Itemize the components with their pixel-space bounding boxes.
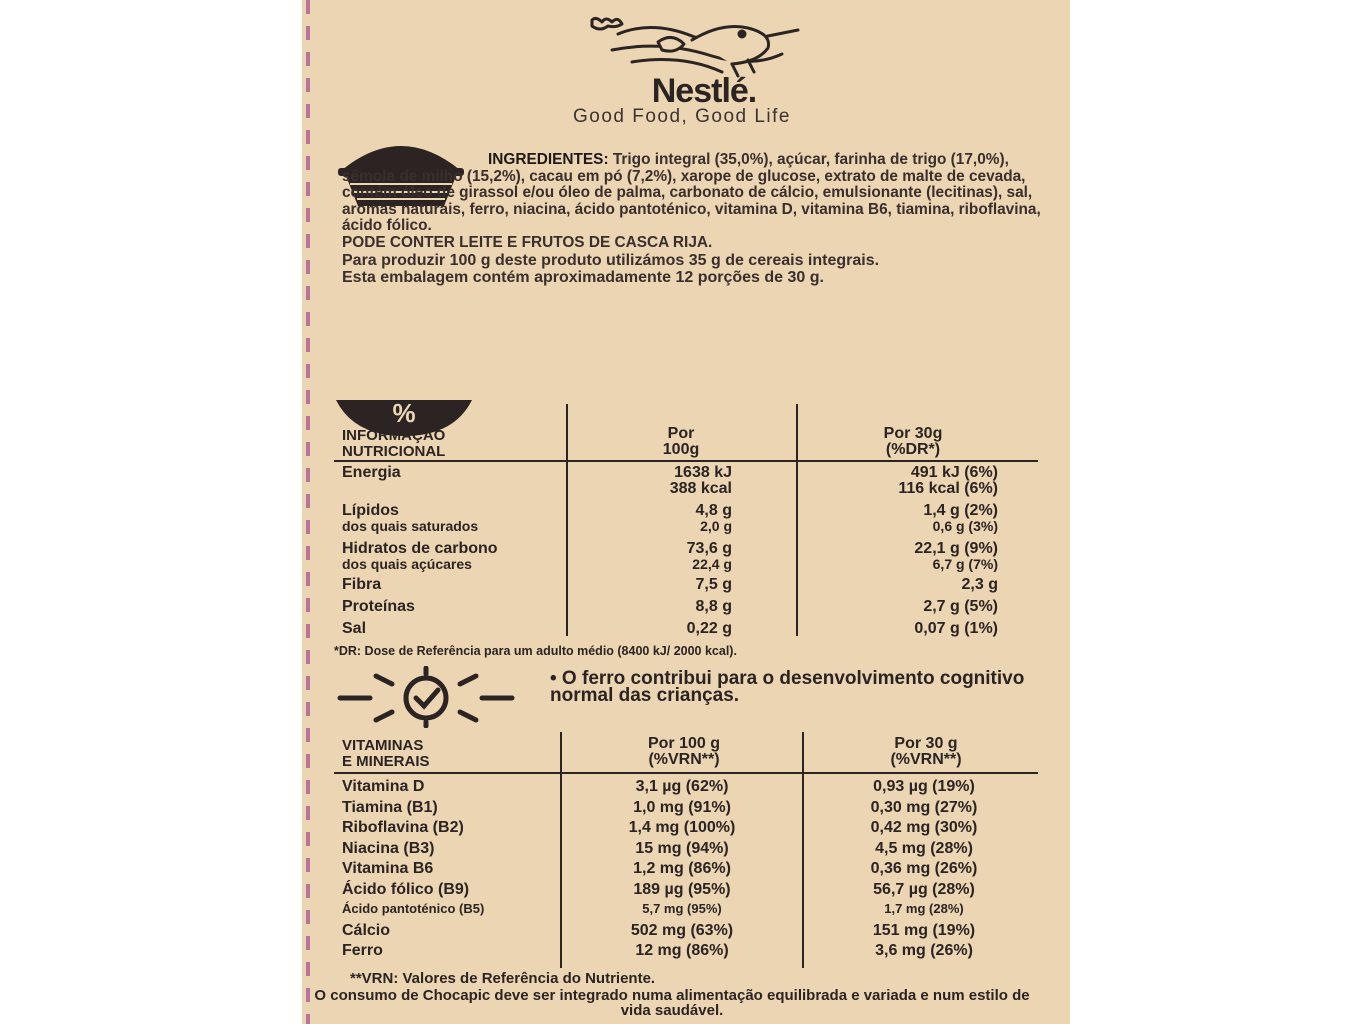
vitamin-per100: 1,2 mg (86%) bbox=[633, 860, 731, 877]
nutrition-footnote: *DR: Dose de Referência para um adulto médio (8400 kJ/ 2000 kcal). bbox=[334, 644, 737, 658]
vitamin-per30: 0,36 mg (26%) bbox=[870, 860, 978, 877]
vitamin-per100: 189 µg (95%) bbox=[633, 880, 731, 898]
vitamin-per30: 0,30 mg (27%) bbox=[870, 798, 978, 816]
vitamin-per30: 56,7 µg (28%) bbox=[873, 880, 975, 898]
nutrient-per100: 4,8 g bbox=[695, 502, 732, 519]
vitamin-name: Vitamina D bbox=[342, 778, 425, 795]
brand-name: Nestlé. bbox=[651, 72, 757, 110]
vitamin-name: Ácido pantoténico (B5) bbox=[342, 901, 485, 916]
nutrient-name: Hidratos de carbono bbox=[342, 540, 498, 557]
nutrition-header-per100: Por 100g bbox=[662, 425, 700, 458]
nutrient-name: Sal bbox=[342, 620, 367, 637]
nutrition-header-per30: Por 30g (%DR*) bbox=[883, 425, 943, 458]
sun-check-icon bbox=[336, 666, 516, 728]
nutrient-per30: 491 kJ (6%) bbox=[910, 464, 998, 481]
nutrient-name: dos quais saturados bbox=[342, 518, 479, 534]
nutrient-name: Proteínas bbox=[342, 598, 415, 615]
vitamin-per30: 1,7 mg (28%) bbox=[884, 901, 964, 916]
nutrient-per30: 2,7 g (5%) bbox=[923, 598, 998, 615]
vitamin-per30: 4,5 mg (28%) bbox=[875, 839, 973, 857]
nutrient-per30: 116 kcal (6%) bbox=[898, 480, 998, 497]
vitamin-per30: 0,93 µg (19%) bbox=[873, 778, 975, 795]
nutrient-name: dos quais açúcares bbox=[342, 556, 472, 572]
vitamin-per100: 1,0 mg (91%) bbox=[633, 798, 731, 816]
ingredients-text bbox=[342, 152, 1062, 235]
vitamins-header-label: VITAMINAS E MINERAIS bbox=[342, 737, 430, 770]
ingredients-label: INGREDIENTES: bbox=[488, 151, 609, 168]
svg-text:%: % bbox=[392, 398, 416, 428]
nutrient-per30: 0,6 g (3%) bbox=[932, 518, 998, 534]
nutrient-per100: 2,0 g bbox=[700, 518, 732, 534]
label-panel bbox=[302, 0, 1070, 1024]
nutrient-per100: 1638 kJ bbox=[674, 464, 732, 481]
consumption-note: O consumo de Chocapic deve ser integrado numa alimentação equilibrada e variada e num estilo de vida saudável. bbox=[314, 987, 1030, 1019]
nutrient-per30: 22,1 g (9%) bbox=[914, 540, 998, 557]
nutrient-name: Energia bbox=[342, 464, 401, 481]
ingredients-block bbox=[342, 152, 1062, 286]
nutrition-header-label: INFORMAÇÃO NUTRICIONAL bbox=[342, 427, 446, 460]
vitamin-per100: 502 mg (63%) bbox=[630, 921, 734, 939]
vitamin-name: Vitamina B6 bbox=[342, 860, 434, 877]
vitamin-name: Niacina (B3) bbox=[342, 839, 435, 857]
ingredients-list: Trigo integral (35,0%), açúcar, farinha de trigo (17,0%), sêmola de milho (15,2%), cacau em pó (7,2%), xarope de glucose, extrato de malte de cevada, contém óleo de girassol e/ou óleo de palma, carbonato de cálcio, emulsionante (lecitinas), sal, aromas naturais, ferro, niacina, ácido pantoténico, vitamina D, vitamina B6, tiamina, riboflavina, ácido fólico. bbox=[342, 151, 1041, 235]
portions-note: Esta embalagem contém aproximadamente 12 porções de 30 g. bbox=[342, 268, 824, 286]
vitamin-name: Riboflavina (B2) bbox=[342, 819, 464, 836]
brand-tagline: Good Food, Good Life bbox=[572, 106, 791, 127]
vitamin-per30: 151 mg (19%) bbox=[872, 921, 976, 939]
vitamin-per100: 5,7 mg (95%) bbox=[642, 901, 722, 916]
vitamins-divider bbox=[802, 732, 804, 968]
allergen-warning: PODE CONTER LEITE E FRUTOS DE CASCA RIJA. bbox=[342, 233, 713, 251]
vitamin-per100: 1,4 mg (100%) bbox=[628, 819, 736, 836]
perforation-dashes bbox=[306, 0, 310, 1024]
vitamins-header-per100: Por 100 g (%VRN**) bbox=[647, 735, 721, 768]
nutrient-per100: 0,22 g bbox=[686, 620, 732, 637]
nutrient-per30: 6,7 g (7%) bbox=[932, 556, 998, 572]
nutrient-per100: 7,5 g bbox=[695, 576, 732, 593]
nutrient-per30: 0,07 g (1%) bbox=[914, 620, 998, 637]
nutrient-per30: 2,3 g bbox=[961, 576, 998, 593]
vitamin-per100: 12 mg (86%) bbox=[635, 942, 729, 959]
vitamins-footnote: **VRN: Valores de Referência do Nutriente. bbox=[350, 970, 656, 987]
nutrition-divider bbox=[796, 404, 798, 636]
nutrition-header-rule bbox=[334, 460, 1038, 462]
nutrient-per100: 8,8 g bbox=[695, 598, 732, 615]
vitamin-per100: 3,1 µg (62%) bbox=[635, 778, 729, 795]
iron-claim: • O ferro contribui para o desenvolvimento cognitivo normal das crianças. bbox=[550, 668, 1025, 706]
nutrient-per100: 388 kcal bbox=[669, 480, 732, 497]
vitamin-per30: 0,42 mg (30%) bbox=[870, 819, 978, 836]
vitamins-divider bbox=[560, 732, 562, 968]
vitamin-name: Cálcio bbox=[342, 921, 391, 939]
cereal-note: Para produzir 100 g deste produto utilizámos 35 g de cereais integrais. bbox=[342, 251, 880, 269]
vitamins-header-rule bbox=[334, 772, 1038, 774]
vitamin-name: Ferro bbox=[342, 942, 383, 959]
vitamin-name: Tiamina (B1) bbox=[342, 798, 438, 816]
nutrient-name: Lípidos bbox=[342, 502, 399, 519]
nutrient-per100: 73,6 g bbox=[686, 540, 732, 557]
vitamin-name: Ácido fólico (B9) bbox=[342, 880, 470, 898]
nutrient-per30: 1,4 g (2%) bbox=[923, 502, 998, 519]
vitamins-header-per30: Por 30 g (%VRN**) bbox=[890, 735, 962, 768]
nutrient-per100: 22,4 g bbox=[692, 556, 732, 572]
vitamin-per100: 15 mg (94%) bbox=[635, 839, 729, 857]
nutrition-divider bbox=[566, 404, 568, 636]
nutrient-name: Fibra bbox=[342, 576, 382, 593]
vitamin-per30: 3,6 mg (26%) bbox=[875, 942, 973, 959]
